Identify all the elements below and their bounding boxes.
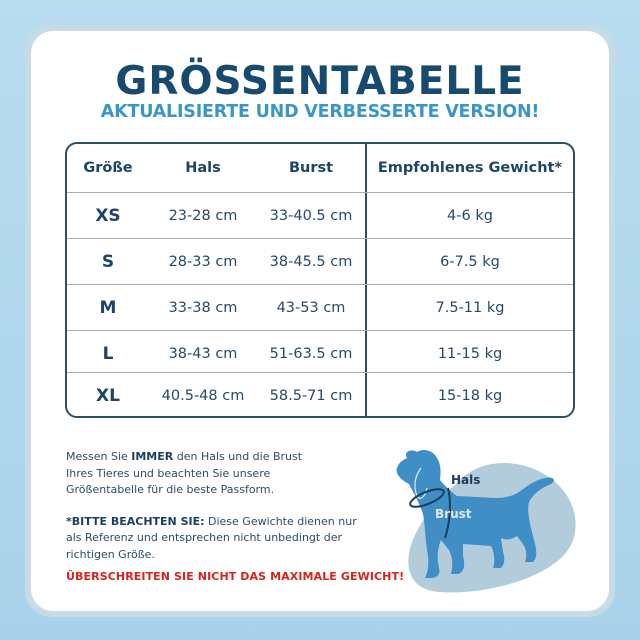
measure-instruction: Messen Sie IMMER den Hals und die Brust: [66, 450, 303, 463]
chest-cell: 38-45.5 cm: [269, 254, 353, 270]
header-chest: Burst: [288, 160, 334, 176]
weight-cell: 15-18 kg: [437, 388, 503, 404]
neck-cell: 40.5-48 cm: [161, 388, 245, 404]
neck-cell: 38-43 cm: [168, 346, 238, 362]
neck-cell: 33-38 cm: [168, 300, 238, 316]
header-size: Größe: [83, 160, 133, 176]
table-row: [67, 193, 573, 239]
table-row: [67, 331, 573, 377]
page-subtitle: AKTUALISIERTE UND VERBESSERTE VERSION!: [100, 102, 540, 122]
table-header: [67, 144, 573, 192]
weight-cell: 4-6 kg: [447, 208, 493, 224]
chest-cell: 58.5-71 cm: [269, 388, 353, 404]
table-row: [67, 373, 573, 418]
size-table: [65, 142, 575, 418]
measurement-notes: Messen Sie IMMER den Hals und die Brust Ihres Tieres und beachten Sie unsere Größentabelle für die beste Passform. *BITTE BEACHTEN SIE: Diese Gewichte dienen nur als Referenz und entsprechen nicht unbedingt der richtigen Größe.: [66, 449, 396, 563]
neck-cell: 23-28 cm: [168, 208, 238, 224]
table-row: [67, 239, 573, 285]
size-cell: L: [102, 344, 114, 364]
max-weight-warning: ÜBERSCHREITEN SIE NICHT DAS MAXIMALE GEWICHT!: [66, 570, 405, 583]
header-weight: Empfohlenes Gewicht*: [377, 160, 563, 176]
weight-cell: 11-15 kg: [437, 346, 503, 362]
weight-cell: 6-7.5 kg: [440, 254, 500, 270]
size-cell: XS: [95, 206, 121, 226]
weight-cell: 7.5-11 kg: [435, 300, 505, 316]
dog-illustration: [385, 440, 585, 600]
chest-cell: 43-53 cm: [276, 300, 346, 316]
weight-notice: *BITTE BEACHTEN SIE: Diese Gewichte dienen nur: [66, 514, 357, 528]
neck-cell: 28-33 cm: [168, 254, 238, 270]
table-row: [67, 285, 573, 331]
header-neck: Hals: [185, 160, 221, 176]
chest-label: Brust: [435, 507, 472, 521]
chest-cell: 51-63.5 cm: [269, 346, 353, 362]
chest-cell: 33-40.5 cm: [269, 208, 353, 224]
size-cell: S: [101, 252, 115, 272]
size-cell: M: [99, 298, 117, 318]
dog-silhouette-icon: [385, 440, 585, 600]
neck-label: Hals: [451, 473, 481, 487]
page-title: GRÖSSENTABELLE: [115, 59, 525, 104]
size-cell: XL: [96, 386, 120, 406]
